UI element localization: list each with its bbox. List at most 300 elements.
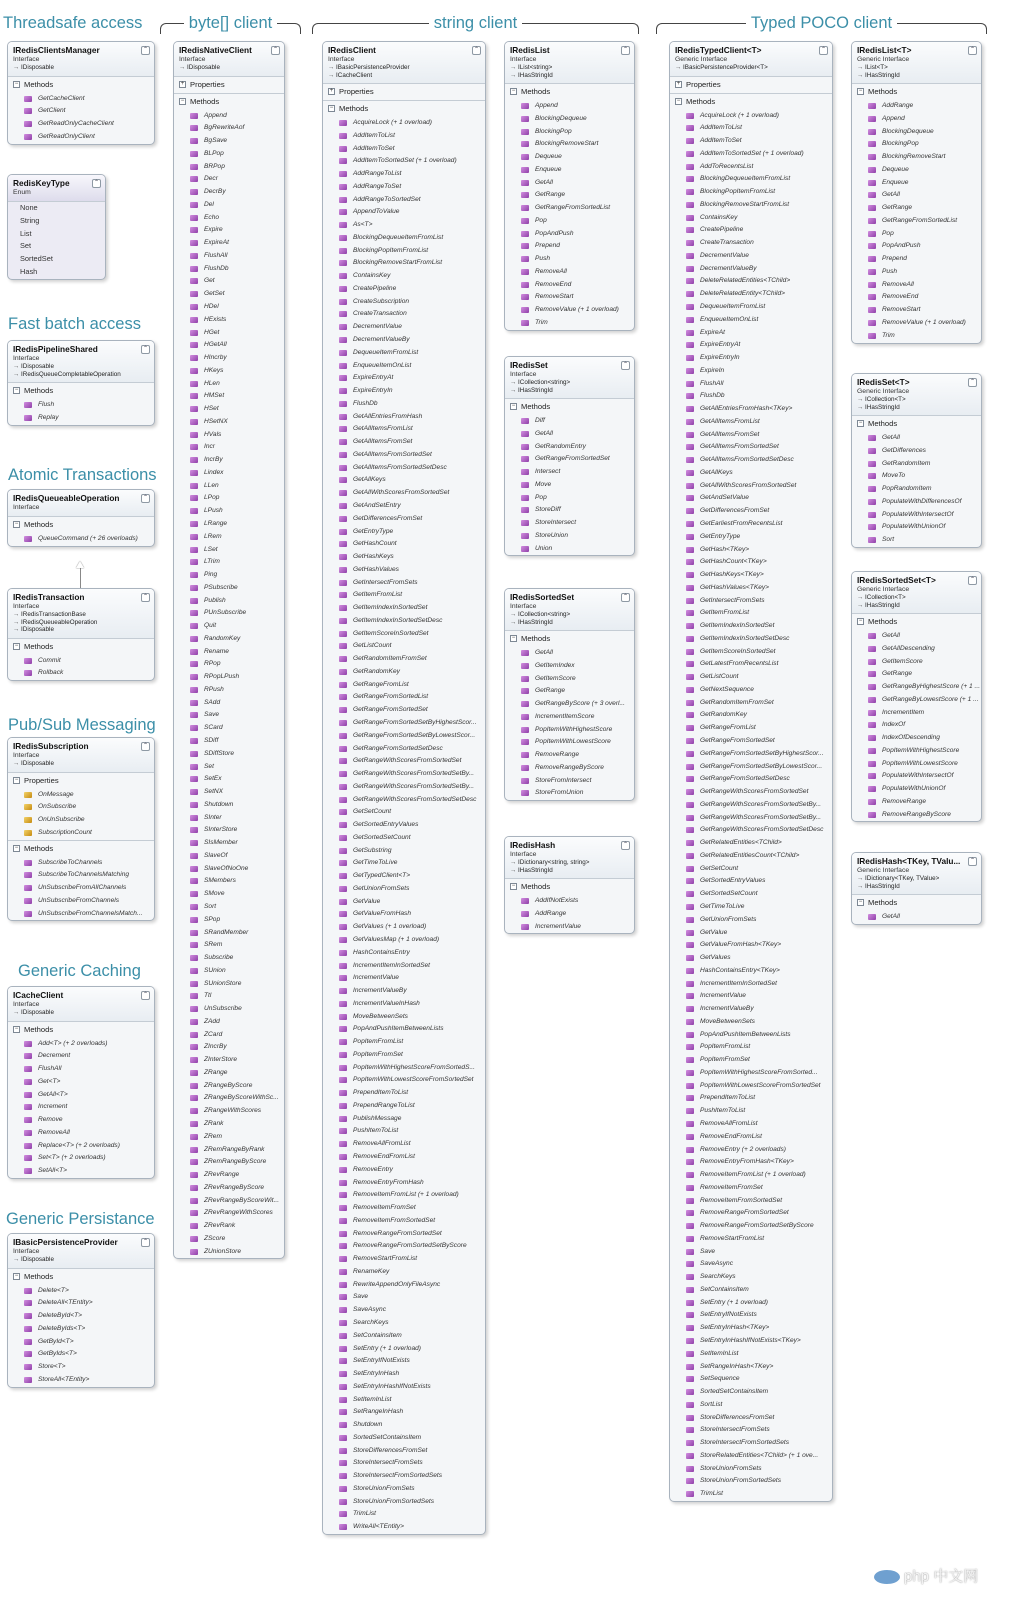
collapse-chevron-icon[interactable]: ⌃: [969, 858, 976, 864]
box-header[interactable]: [852, 853, 981, 894]
member-row[interactable]: [323, 845, 485, 858]
member-row[interactable]: [505, 164, 634, 177]
member-row[interactable]: [8, 1089, 154, 1102]
member-row[interactable]: [323, 168, 485, 181]
member-row[interactable]: [174, 824, 284, 837]
member-row[interactable]: [323, 398, 485, 411]
member-row[interactable]: [174, 378, 284, 391]
member-row[interactable]: [323, 1343, 485, 1356]
member-row[interactable]: [670, 505, 832, 518]
member-row[interactable]: [174, 1054, 284, 1067]
member-row[interactable]: [505, 685, 634, 698]
member-row[interactable]: [323, 883, 485, 896]
member-row[interactable]: [323, 1266, 485, 1279]
collapse-chevron-icon[interactable]: ⌃: [622, 594, 629, 600]
collapse-icon[interactable]: −: [14, 387, 19, 393]
member-row[interactable]: [670, 939, 832, 952]
section-header-methods[interactable]: [505, 879, 634, 895]
member-row[interactable]: [323, 449, 485, 462]
member-row[interactable]: [323, 1177, 485, 1190]
collapse-chevron-icon[interactable]: ⌃: [969, 577, 976, 583]
member-row[interactable]: [323, 666, 485, 679]
member-row[interactable]: [670, 646, 832, 659]
member-row[interactable]: [670, 1271, 832, 1284]
member-row[interactable]: [8, 789, 154, 802]
member-row[interactable]: [670, 607, 832, 620]
member-row[interactable]: [852, 745, 981, 758]
member-row[interactable]: [174, 812, 284, 825]
collapse-icon[interactable]: −: [511, 635, 516, 641]
member-row[interactable]: [174, 275, 284, 288]
member-row[interactable]: [852, 483, 981, 496]
member-row[interactable]: [670, 1437, 832, 1450]
member-row[interactable]: [852, 496, 981, 509]
box-header[interactable]: [174, 42, 284, 76]
member-row[interactable]: [505, 415, 634, 428]
member-row[interactable]: [852, 470, 981, 483]
member-row[interactable]: [174, 620, 284, 633]
member-row[interactable]: [323, 1087, 485, 1100]
member-row[interactable]: [505, 126, 634, 139]
box-header[interactable]: [852, 572, 981, 613]
collapse-chevron-icon[interactable]: ⌃: [272, 47, 279, 53]
member-row[interactable]: [8, 412, 154, 425]
member-row[interactable]: [852, 445, 981, 458]
member-row[interactable]: [8, 827, 154, 840]
member-row[interactable]: [670, 1169, 832, 1182]
member-row[interactable]: [323, 1151, 485, 1164]
member-row[interactable]: [670, 965, 832, 978]
member-row[interactable]: [670, 148, 832, 161]
member-row[interactable]: [8, 215, 105, 228]
member-row[interactable]: [852, 911, 981, 924]
member-row[interactable]: [323, 296, 485, 309]
member-row[interactable]: [174, 416, 284, 429]
member-row[interactable]: [8, 882, 154, 895]
member-row[interactable]: [174, 1131, 284, 1144]
class-box-redis-hash-t[interactable]: [851, 852, 982, 925]
section-header-methods[interactable]: [323, 101, 485, 117]
member-row[interactable]: [174, 633, 284, 646]
member-row[interactable]: [174, 888, 284, 901]
member-row[interactable]: [670, 837, 832, 850]
member-row[interactable]: [852, 809, 981, 822]
member-row[interactable]: [670, 1335, 832, 1348]
member-row[interactable]: [323, 960, 485, 973]
member-row[interactable]: [852, 656, 981, 669]
member-row[interactable]: [670, 799, 832, 812]
member-row[interactable]: [670, 1373, 832, 1386]
member-row[interactable]: [174, 1029, 284, 1042]
member-row[interactable]: [8, 1165, 154, 1178]
member-row[interactable]: [8, 814, 154, 827]
collapse-icon[interactable]: −: [14, 642, 19, 649]
member-row[interactable]: [670, 135, 832, 148]
member-row[interactable]: [852, 228, 981, 241]
member-row[interactable]: [670, 582, 832, 595]
member-row[interactable]: [323, 1419, 485, 1432]
member-row[interactable]: [670, 1322, 832, 1335]
member-row[interactable]: [670, 888, 832, 901]
member-row[interactable]: [174, 1041, 284, 1054]
member-row[interactable]: [852, 279, 981, 292]
member-row[interactable]: [670, 1233, 832, 1246]
member-row[interactable]: [8, 399, 154, 412]
member-row[interactable]: [670, 1246, 832, 1259]
collapse-chevron-icon[interactable]: ⌃: [142, 495, 149, 501]
member-row[interactable]: [323, 360, 485, 373]
member-row[interactable]: [670, 378, 832, 391]
member-row[interactable]: [670, 1067, 832, 1080]
member-row[interactable]: [174, 556, 284, 569]
member-row[interactable]: [174, 110, 284, 123]
member-row[interactable]: [670, 441, 832, 454]
member-row[interactable]: [670, 390, 832, 403]
member-row[interactable]: [852, 668, 981, 681]
member-row[interactable]: [174, 1156, 284, 1169]
member-row[interactable]: [174, 1207, 284, 1220]
section-header-methods[interactable]: [505, 84, 634, 100]
member-row[interactable]: [323, 1368, 485, 1381]
member-row[interactable]: [323, 270, 485, 283]
member-row[interactable]: [174, 467, 284, 480]
member-row[interactable]: [323, 1317, 485, 1330]
member-row[interactable]: [670, 339, 832, 352]
member-row[interactable]: [505, 908, 634, 921]
collapse-icon[interactable]: −: [14, 776, 19, 783]
class-box-redis-list[interactable]: [504, 41, 635, 331]
member-row[interactable]: [670, 697, 832, 710]
collapse-icon[interactable]: −: [858, 618, 863, 624]
member-row[interactable]: [670, 403, 832, 416]
member-row[interactable]: [174, 927, 284, 940]
box-header[interactable]: [8, 1234, 154, 1268]
member-row[interactable]: [852, 291, 981, 304]
member-row[interactable]: [323, 602, 485, 615]
member-row[interactable]: [852, 304, 981, 317]
member-row[interactable]: [505, 504, 634, 517]
member-row[interactable]: [323, 615, 485, 628]
box-header[interactable]: [852, 42, 981, 83]
member-row[interactable]: [852, 253, 981, 266]
member-row[interactable]: [8, 1348, 154, 1361]
member-row[interactable]: [323, 564, 485, 577]
box-header[interactable]: [670, 42, 832, 76]
member-row[interactable]: [670, 1475, 832, 1488]
member-row[interactable]: [8, 1285, 154, 1298]
member-row[interactable]: [174, 135, 284, 148]
member-row[interactable]: [670, 1041, 832, 1054]
member-row[interactable]: [670, 761, 832, 774]
member-row[interactable]: [323, 143, 485, 156]
member-row[interactable]: [505, 189, 634, 202]
member-row[interactable]: [505, 428, 634, 441]
member-row[interactable]: [852, 240, 981, 253]
member-row[interactable]: [8, 1310, 154, 1323]
member-row[interactable]: [852, 126, 981, 139]
member-row[interactable]: [670, 1029, 832, 1042]
member-row[interactable]: [174, 875, 284, 888]
member-row[interactable]: [852, 681, 981, 694]
member-row[interactable]: [670, 875, 832, 888]
member-row[interactable]: [174, 301, 284, 314]
expand-icon[interactable]: +: [180, 80, 185, 87]
member-row[interactable]: [670, 569, 832, 582]
member-row[interactable]: [174, 709, 284, 722]
member-row[interactable]: [670, 301, 832, 314]
member-row[interactable]: [174, 544, 284, 557]
member-row[interactable]: [670, 556, 832, 569]
member-row[interactable]: [670, 978, 832, 991]
member-row[interactable]: [174, 327, 284, 340]
member-row[interactable]: [852, 330, 981, 343]
member-row[interactable]: [174, 288, 284, 301]
member-row[interactable]: [505, 441, 634, 454]
member-row[interactable]: [670, 314, 832, 327]
member-row[interactable]: [174, 263, 284, 276]
member-row[interactable]: [670, 327, 832, 340]
member-row[interactable]: [670, 658, 832, 671]
member-row[interactable]: [670, 1412, 832, 1425]
collapse-icon[interactable]: −: [511, 403, 516, 409]
member-row[interactable]: [505, 177, 634, 190]
member-row[interactable]: [174, 914, 284, 927]
member-row[interactable]: [670, 1361, 832, 1374]
collapse-icon[interactable]: −: [14, 521, 19, 527]
member-row[interactable]: [505, 466, 634, 479]
collapse-icon[interactable]: −: [858, 899, 863, 905]
member-row[interactable]: [174, 352, 284, 365]
member-row[interactable]: [323, 1483, 485, 1496]
member-row[interactable]: [323, 640, 485, 653]
class-box-redis-set[interactable]: [504, 356, 635, 556]
member-row[interactable]: [670, 199, 832, 212]
member-row[interactable]: [670, 173, 832, 186]
collapse-icon[interactable]: −: [858, 88, 863, 94]
class-box-pipeline-shared[interactable]: [7, 340, 155, 426]
member-row[interactable]: [174, 148, 284, 161]
member-row[interactable]: [323, 628, 485, 641]
member-row[interactable]: [505, 138, 634, 151]
member-row[interactable]: [505, 253, 634, 266]
collapse-icon[interactable]: −: [14, 1272, 19, 1279]
member-row[interactable]: [505, 266, 634, 279]
member-row[interactable]: [670, 454, 832, 467]
member-row[interactable]: [670, 492, 832, 505]
member-row[interactable]: [670, 748, 832, 761]
member-row[interactable]: [323, 794, 485, 807]
member-row[interactable]: [174, 1169, 284, 1182]
member-row[interactable]: [670, 990, 832, 1003]
member-row[interactable]: [670, 671, 832, 684]
member-row[interactable]: [670, 1348, 832, 1361]
member-row[interactable]: [670, 1399, 832, 1412]
member-row[interactable]: [174, 978, 284, 991]
class-box-redis-client[interactable]: [322, 41, 486, 1535]
section-header-methods[interactable]: [8, 77, 154, 93]
member-row[interactable]: [174, 748, 284, 761]
member-row[interactable]: [323, 1049, 485, 1062]
class-box-redis-list-t[interactable]: [851, 41, 982, 344]
member-row[interactable]: [323, 130, 485, 143]
member-row[interactable]: [670, 250, 832, 263]
member-row[interactable]: [505, 202, 634, 215]
member-row[interactable]: [174, 722, 284, 735]
member-row[interactable]: [323, 1445, 485, 1458]
member-row[interactable]: [8, 1114, 154, 1127]
member-row[interactable]: [174, 569, 284, 582]
box-header[interactable]: [8, 42, 154, 76]
member-row[interactable]: [174, 1105, 284, 1118]
member-row[interactable]: [174, 199, 284, 212]
member-row[interactable]: [505, 228, 634, 241]
collapse-chevron-icon[interactable]: ⌃: [142, 346, 149, 352]
member-row[interactable]: [174, 122, 284, 135]
class-box-redis-hash[interactable]: [504, 836, 635, 934]
member-row[interactable]: [852, 113, 981, 126]
member-row[interactable]: [505, 240, 634, 253]
box-header[interactable]: [852, 374, 981, 415]
section-header-properties[interactable]: [8, 773, 154, 789]
member-row[interactable]: [174, 799, 284, 812]
class-box-native-client[interactable]: [173, 41, 285, 1259]
member-row[interactable]: [852, 643, 981, 656]
box-header[interactable]: [8, 589, 154, 638]
member-row[interactable]: [670, 1054, 832, 1067]
member-row[interactable]: [323, 947, 485, 960]
member-row[interactable]: [505, 479, 634, 492]
member-row[interactable]: [323, 1253, 485, 1266]
member-row[interactable]: [323, 1036, 485, 1049]
member-row[interactable]: [505, 762, 634, 775]
member-row[interactable]: [323, 526, 485, 539]
member-row[interactable]: [505, 215, 634, 228]
member-row[interactable]: [323, 500, 485, 513]
member-row[interactable]: [670, 1450, 832, 1463]
member-row[interactable]: [174, 901, 284, 914]
collapse-icon[interactable]: −: [858, 420, 863, 426]
member-row[interactable]: [852, 164, 981, 177]
member-row[interactable]: [670, 186, 832, 199]
member-row[interactable]: [323, 308, 485, 321]
member-row[interactable]: [323, 194, 485, 207]
member-row[interactable]: [670, 927, 832, 940]
member-row[interactable]: [8, 1038, 154, 1051]
member-row[interactable]: [323, 1164, 485, 1177]
class-box-typed-client[interactable]: [669, 41, 833, 1502]
member-row[interactable]: [670, 850, 832, 863]
member-row[interactable]: [852, 432, 981, 445]
member-row[interactable]: [174, 314, 284, 327]
member-row[interactable]: [670, 365, 832, 378]
member-row[interactable]: [8, 667, 154, 680]
member-row[interactable]: [852, 215, 981, 228]
member-row[interactable]: [174, 1220, 284, 1233]
member-row[interactable]: [174, 990, 284, 1003]
member-row[interactable]: [174, 939, 284, 952]
member-row[interactable]: [8, 1101, 154, 1114]
member-row[interactable]: [670, 863, 832, 876]
section-header-methods[interactable]: [8, 383, 154, 399]
member-row[interactable]: [670, 1284, 832, 1297]
collapse-chevron-icon[interactable]: ⌃: [622, 842, 629, 848]
member-row[interactable]: [670, 212, 832, 225]
member-row[interactable]: [323, 755, 485, 768]
member-row[interactable]: [505, 151, 634, 164]
member-row[interactable]: [174, 1246, 284, 1259]
member-row[interactable]: [670, 1463, 832, 1476]
section-header-methods[interactable]: [670, 94, 832, 110]
member-row[interactable]: [852, 783, 981, 796]
member-row[interactable]: [323, 577, 485, 590]
member-row[interactable]: [8, 202, 105, 215]
member-row[interactable]: [174, 1016, 284, 1029]
box-header[interactable]: [323, 42, 485, 83]
member-row[interactable]: [670, 786, 832, 799]
member-row[interactable]: [323, 1202, 485, 1215]
member-row[interactable]: [323, 691, 485, 704]
box-header[interactable]: [505, 837, 634, 878]
member-row[interactable]: [670, 952, 832, 965]
class-box-queueable-operation[interactable]: [7, 489, 155, 547]
section-header-methods[interactable]: [852, 614, 981, 630]
class-box-subscription[interactable]: [7, 737, 155, 921]
section-header-properties[interactable]: [174, 77, 284, 93]
member-row[interactable]: [8, 131, 154, 144]
member-row[interactable]: [323, 411, 485, 424]
section-header-methods[interactable]: [852, 416, 981, 432]
section-header-methods[interactable]: [8, 639, 154, 655]
member-row[interactable]: [505, 543, 634, 556]
member-row[interactable]: [323, 257, 485, 270]
member-row[interactable]: [323, 487, 485, 500]
member-row[interactable]: [505, 647, 634, 660]
member-row[interactable]: [174, 250, 284, 263]
member-row[interactable]: [323, 1508, 485, 1521]
member-row[interactable]: [8, 1336, 154, 1349]
member-row[interactable]: [670, 1118, 832, 1131]
member-row[interactable]: [323, 1074, 485, 1087]
member-row[interactable]: [323, 908, 485, 921]
member-row[interactable]: [505, 749, 634, 762]
member-row[interactable]: [852, 100, 981, 113]
member-row[interactable]: [670, 429, 832, 442]
member-row[interactable]: [852, 719, 981, 732]
member-row[interactable]: [505, 113, 634, 126]
member-row[interactable]: [323, 206, 485, 219]
member-row[interactable]: [670, 237, 832, 250]
member-row[interactable]: [670, 518, 832, 531]
collapse-chevron-icon[interactable]: ⌃: [93, 180, 100, 186]
member-row[interactable]: [323, 730, 485, 743]
member-row[interactable]: [670, 812, 832, 825]
member-row[interactable]: [323, 1011, 485, 1024]
member-row[interactable]: [670, 1156, 832, 1169]
member-row[interactable]: [8, 1127, 154, 1140]
collapse-chevron-icon[interactable]: ⌃: [969, 379, 976, 385]
member-row[interactable]: [323, 334, 485, 347]
collapse-chevron-icon[interactable]: ⌃: [142, 47, 149, 53]
member-row[interactable]: [323, 934, 485, 947]
member-row[interactable]: [505, 492, 634, 505]
member-row[interactable]: [174, 339, 284, 352]
member-row[interactable]: [505, 736, 634, 749]
member-row[interactable]: [505, 530, 634, 543]
member-row[interactable]: [505, 673, 634, 686]
member-row[interactable]: [323, 1240, 485, 1253]
collapse-chevron-icon[interactable]: ⌃: [622, 47, 629, 53]
collapse-chevron-icon[interactable]: ⌃: [622, 362, 629, 368]
